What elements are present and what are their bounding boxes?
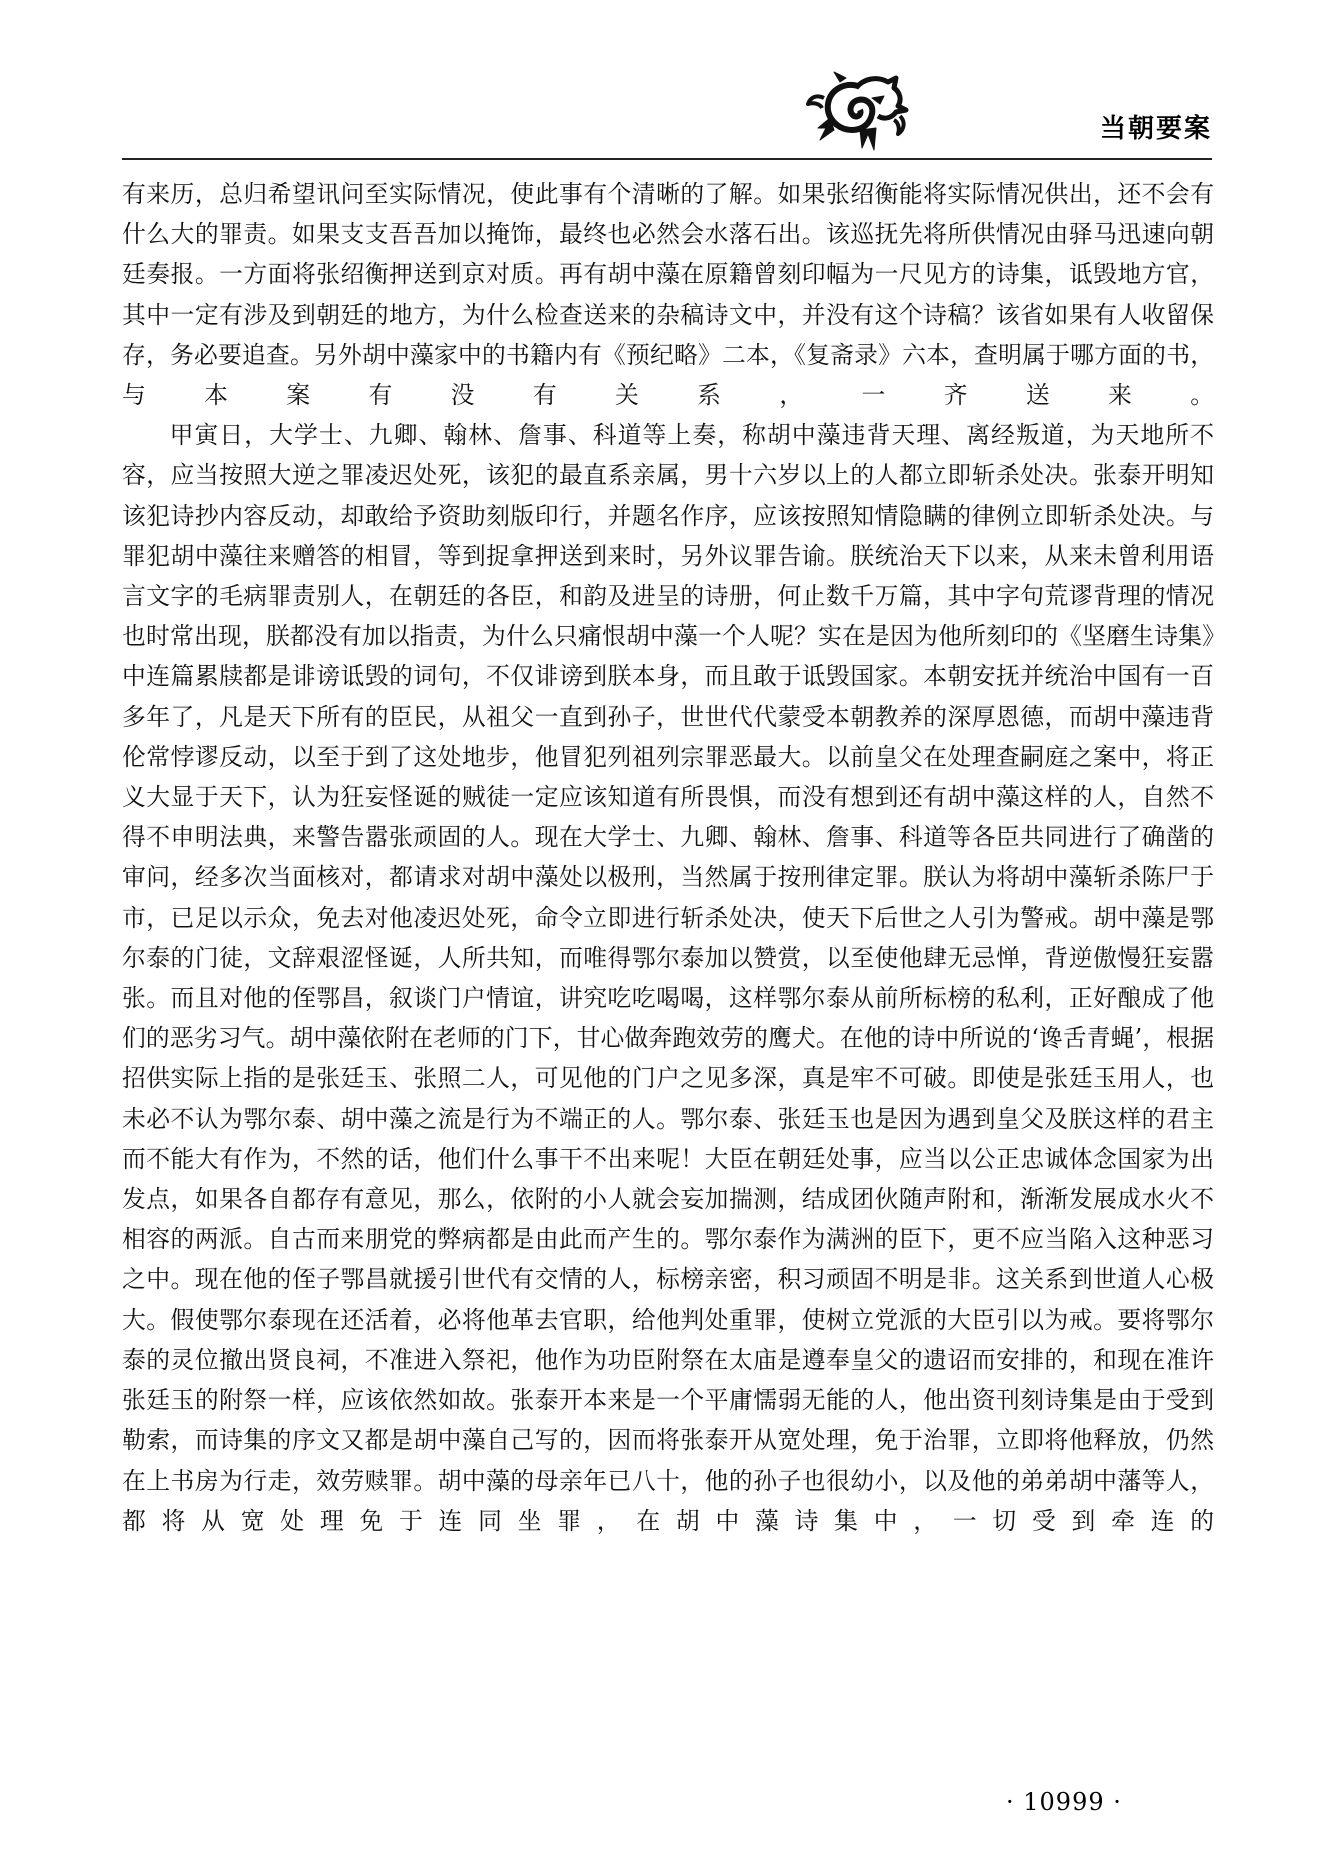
page-number: · 10999 · [1006, 1788, 1122, 1816]
header-divider [122, 158, 1212, 160]
paragraph: 有来历，总归希望讯问至实际情况，使此事有个清晰的了解。如果张绍衡能将实际情况供出，还不会有什么大的罪责。如果支支吾吾加以掩饰，最终也必然会水落石出。该巡抚先将所供情况由驿马迅速向朝廷奏报。一方面将张绍衡押送到京对质。再有胡中藻在原籍曾刻印幅为一尺见方的诗集，诋毁地方官，其中一定有涉及到朝廷的地方，为什么检查送来的杂稿诗文中，并没有这个诗稿？该省如果有人收留保存，务必要追查。另外胡中藻家中的书籍内有《预纪略》二本，《复斋录》六本，查明属于哪方面的书，与本案有没有关系，一齐送来。 [122, 180, 1214, 410]
body-text [122, 174, 1214, 1541]
dragon-icon [800, 68, 920, 158]
page-header [122, 64, 1212, 164]
header-title: 当朝要案 [1099, 114, 1212, 144]
paragraph: 甲寅日，大学士、九卿、翰林、詹事、科道等上奏，称胡中藻违背天理、离经叛道，为天地所不容，应当按照大逆之罪凌迟处死，该犯的最直系亲属，男十六岁以上的人都立即斩杀处决。张泰开明知该犯诗抄内容反动，却敢给予资助刻版印行，并题名作序，应该按照知情隐瞒的律例立即斩杀处决。与罪犯胡中藻往来赠答的相冒，等到捉拿押送到来时，另外议罪告谕。朕统治天下以来，从来未曾利用语言文字的毛病罪责别人，在朝廷的各臣，和韵及进呈的诗册，何止数千万篇，其中字句荒谬背理的情况也时常出现，朕都没有加以指责，为什么只痛恨胡中藻一个人呢？实在是因为他所刻印的《坚磨生诗集》中连篇累牍都是诽谤诋毁的词句，不仅诽谤到朕本身，而且敢于诋毁国家。本朝安抚并统治中国有一百多年了，凡是天下所有的臣民，从祖父一直到孙子，世世代代蒙受本朝教养的深厚恩德，而胡中藻违背伦常悖谬反动，以至于到了这处地步，他冒犯列祖列宗罪恶最大。以前皇父在处理查嗣庭之案中，将正义大显于天下，认为狂妄怪诞的贼徒一定应该知道有所畏惧，而没有想到还有胡中藻这样的人，自然不得不申明法典，来警告嚣张顽固的人。现在大学士、九卿、翰林、詹事、科道等各臣共同进行了确凿的审问，经多次当面核对，都请求对胡中藻处以极刑，当然属于按刑律定罪。朕认为将胡中藻斩杀陈尸于市，已足以示众，免去对他凌迟处死，命令立即进行斩杀处决，使天下后世之人引为警戒。胡中藻是鄂尔泰的门徒，文辞艰涩怪诞，人所共知，而唯得鄂尔泰加以赞赏，以至使他肆无忌惮，背逆傲慢狂妄嚣张。而且对他的侄鄂昌，叙谈门户情谊，讲究吃吃喝喝，这样鄂尔泰从前所标榜的私利，正好酿成了他们的恶劣习气。胡中藻依附在老师的门下，甘心做奔跑效劳的鹰犬。在他的诗中所说的‘谗舌青蝇’，根据招供实际上指的是张廷玉、张照二人，可见他的门户之见多深，真是牢不可破。即使是张廷玉用人，也未必不认为鄂尔泰、胡中藻之流是行为不端正的人。鄂尔泰、张廷玉也是因为遇到皇父及朕这样的君主而不能大有作为，不然的话，他们什么事干不出来呢！大臣在朝廷处事，应当以公正忠诚体念国家为出发点，如果各自都存有意见，那么，依附的小人就会妄加揣测，结成团伙随声附和，渐渐发展成水火不相容的两派。自古而来朋党的弊病都是由此而产生的。鄂尔泰作为满洲的臣下，更不应当陷入这种恶习之中。现在他的侄子鄂昌就援引世代有交情的人，标榜亲密，积习顽固不明是非。这关系到世道人心极大。假使鄂尔泰现在还活着，必将他革去官职，给他判处重罪，使树立党派的大臣引以为戒。要将鄂尔泰的灵位撤出贤良祠，不准进入祭祀，他作为功臣附祭在太庙是遵奉皇父的遗诏而安排的，和现在准许张廷玉的附祭一样，应该依然如故。张泰开本来是一个平庸懦弱无能的人，他出资刊刻诗集是由于受到勒索，而诗集的序文又都是胡中藻自己写的，因而将张泰开从宽处理，免于治罪，立即将他释放，仍然在上书房为行走，效劳赎罪。胡中藻的母亲年已八十，他的孙子也很幼小，以及他的弟弟胡中藩等人，都将从宽处理免于连同坐罪，在胡中藻诗集中，一切受到牵连的 [122, 421, 1214, 1535]
